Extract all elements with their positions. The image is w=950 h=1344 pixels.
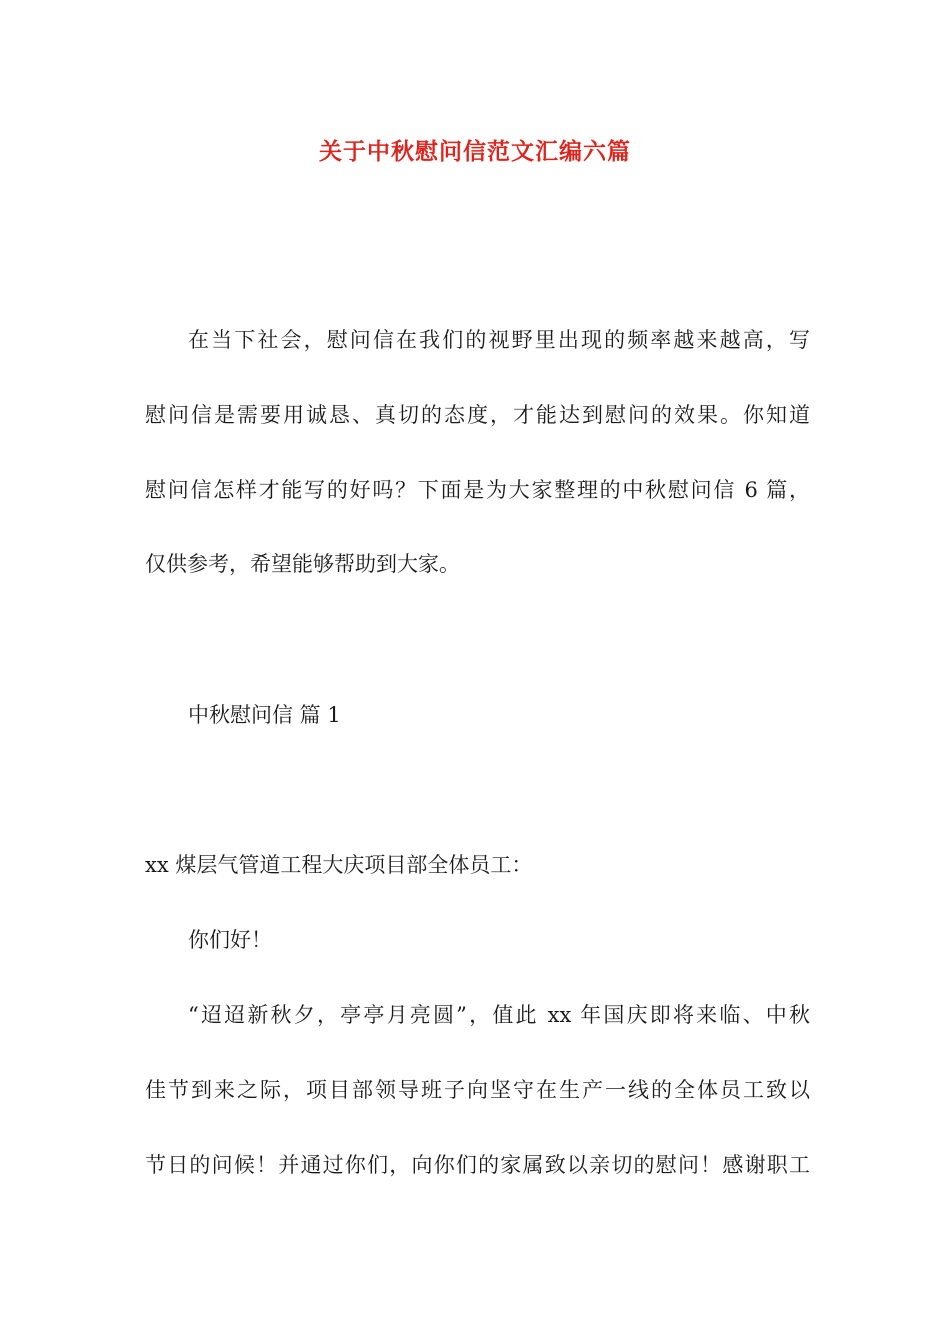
section-heading: 中秋慰问信 篇 1 [188,703,341,727]
salutation: xx 煤层气管道工程大庆项目部全体员工： [145,853,533,877]
document-title: 关于中秋慰问信范文汇编六篇 [319,138,631,165]
body-line-1: “迢迢新秋夕，亭亭月亮圆”，值此 xx 年国庆即将来临、中秋 [188,1003,810,1027]
body-line-2: 佳节到来之际，项目部领导班子向坚守在生产一线的全体员工致以 [145,1078,810,1102]
intro-line-2: 慰问信是需要用诚恳、真切的态度，才能达到慰问的效果。你知道 [145,403,810,427]
intro-line-3: 慰问信怎样才能写的好吗？下面是为大家整理的中秋慰问信 6 篇， [145,478,810,502]
greeting: 你们好！ [188,928,272,952]
intro-line-1: 在当下社会，慰问信在我们的视野里出现的频率越来越高，写 [188,328,810,352]
body-line-3: 节日的问候！并通过你们，向你们的家属致以亲切的慰问！感谢职工 [145,1153,810,1177]
intro-line-4: 仅供参考，希望能够帮助到大家。 [145,552,460,576]
